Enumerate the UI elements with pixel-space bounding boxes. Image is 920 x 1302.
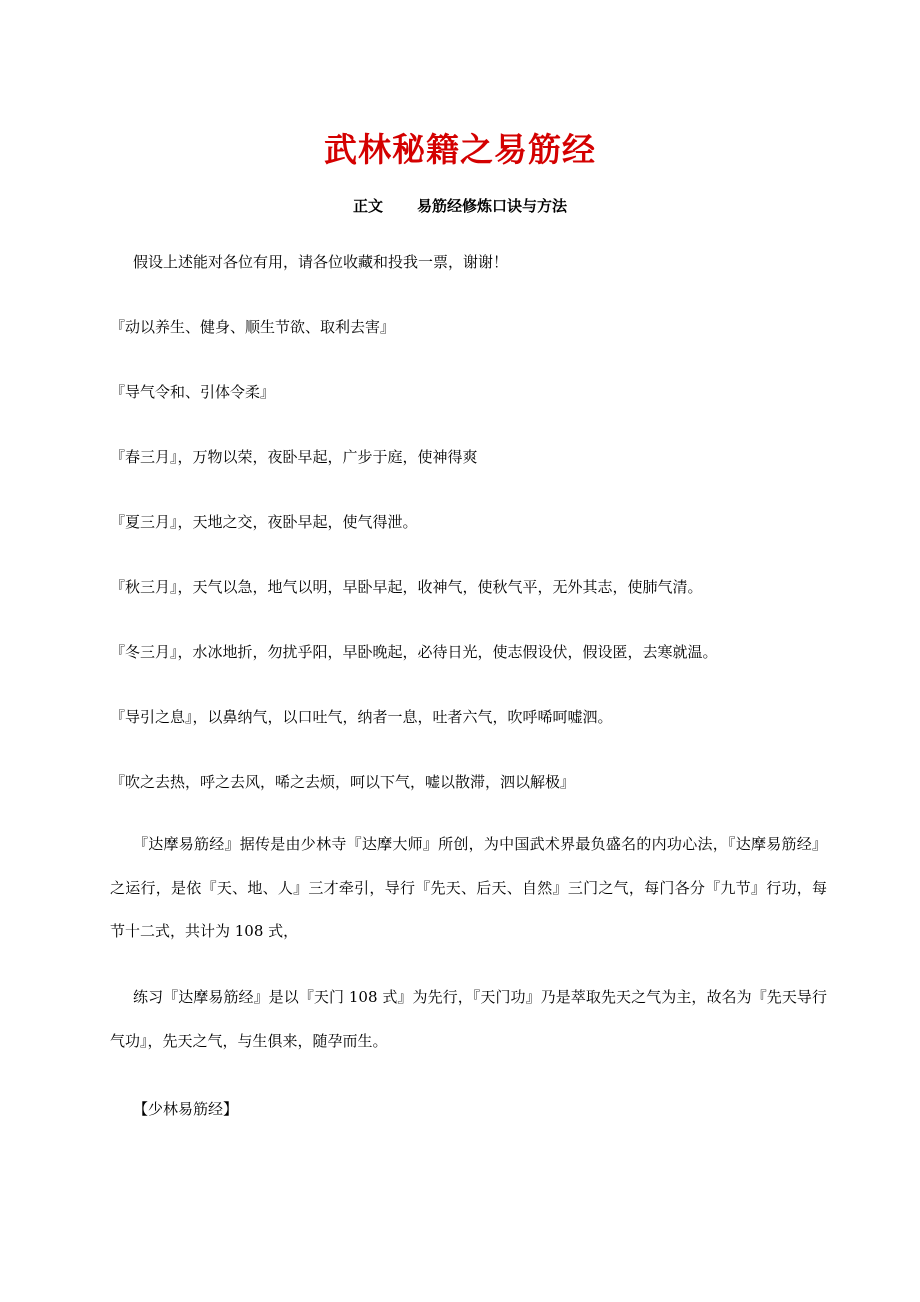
- subtitle-part2: 易筋经修炼口诀与方法: [417, 197, 568, 215]
- text-line: 『动以养生、健身、顺生节欲、取利去害』: [110, 318, 396, 336]
- paragraph: 练习『达摩易筋经』是以『天门 108 式』为先行，『天门功』乃是萃取先天之气为主，故名为『先天导行气功』，先天之气，与生俱来，随孕而生。: [110, 988, 827, 1050]
- text-line: 『夏三月』，天地之交，夜卧早起，使气得泄。: [110, 513, 418, 531]
- text-line: 『冬三月』，水冰地折，勿扰乎阳，早卧晚起，必待日光，使志假设伏，假设匿，去寒就温。: [110, 643, 718, 661]
- paragraph: 『达摩易筋经』据传是由少林寺『达摩大师』所创，为中国武术界最负盛名的内功心法，『达摩易筋经』之运行，是依『天、地、人』三才牵引，导行『先天、后天、自然』三门之气，每门各分『九节』行功，每节十二式，共计为 108 式，: [110, 835, 827, 940]
- text-line: 『导气令和、引体令柔』: [110, 383, 276, 401]
- intro-line: 假设上述能对各位有用，请各位收藏和投我一票，谢谢！: [133, 253, 509, 271]
- section-heading: 【少林易筋经】: [133, 1100, 239, 1118]
- document-subtitle: [0, 195, 920, 216]
- text-line: 『吹之去热，呼之去风，唏之去烦，呵以下气，嘘以散滞，泗以解极』: [110, 773, 576, 791]
- document-title: 武林秘籍之易筋经: [324, 130, 596, 169]
- text-line: 『春三月』，万物以荣，夜卧早起，广步于庭，使神得爽: [110, 448, 478, 466]
- text-line: 『导引之息』，以鼻纳气，以口吐气，纳者一息，吐者六气，吹呼唏呵嘘泗。: [110, 708, 613, 726]
- subtitle-part1: 正文: [352, 197, 383, 215]
- text-line: 『秋三月』，天气以急，地气以明，早卧早起，收神气，使秋气平，无外其志，使肺气清。: [110, 578, 703, 596]
